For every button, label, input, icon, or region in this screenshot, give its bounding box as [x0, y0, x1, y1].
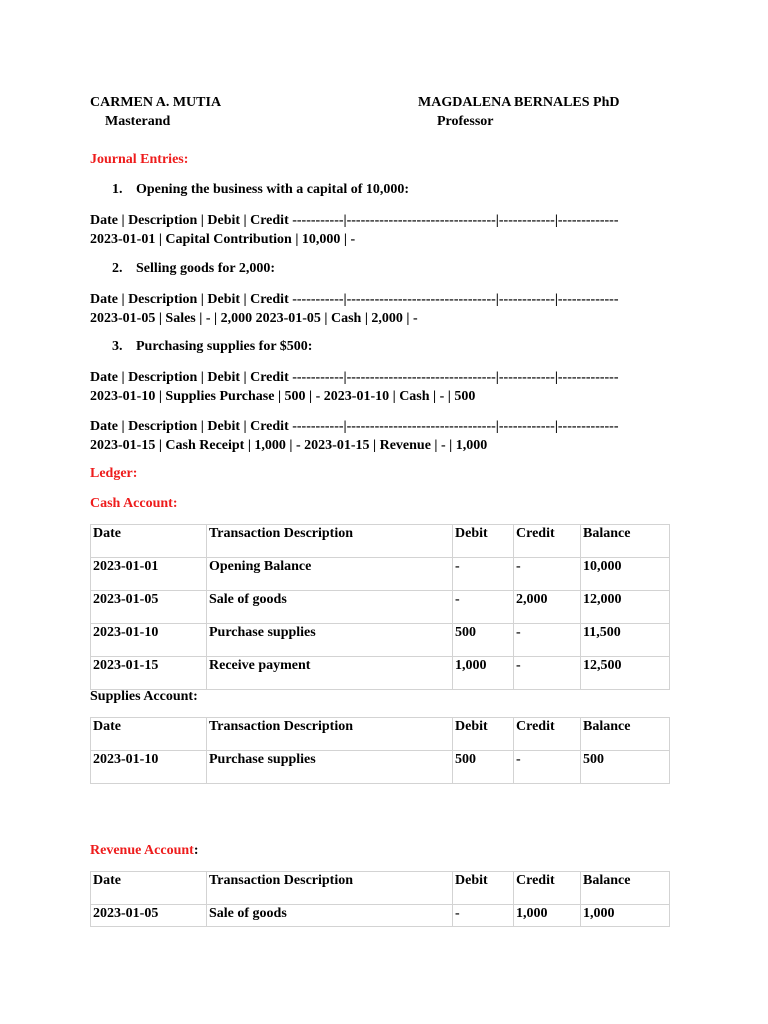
table-cell: -	[514, 657, 581, 690]
professor-name: MAGDALENA BERNALES PhD	[418, 95, 620, 110]
entry-number: 2.	[112, 261, 123, 276]
column-header: Transaction Description	[207, 872, 453, 905]
journal-entry-3-line1: Date | Description | Debit | Credit -----------|--------------------------------|------------|-------------	[90, 370, 619, 385]
table-cell: 2023-01-10	[91, 624, 207, 657]
table-cell: 1,000	[453, 657, 514, 690]
table-cell: -	[453, 905, 514, 927]
column-header: Debit	[453, 718, 514, 751]
column-header: Transaction Description	[207, 525, 453, 558]
table-row	[91, 657, 670, 690]
column-header: Credit	[514, 718, 581, 751]
table-cell: Purchase supplies	[207, 624, 453, 657]
table-cell: 11,500	[581, 624, 670, 657]
table-row	[91, 558, 670, 591]
column-header: Transaction Description	[207, 718, 453, 751]
column-header: Date	[91, 872, 207, 905]
table-header-row	[91, 525, 670, 558]
table-cell: 12,000	[581, 591, 670, 624]
table-cell: Purchase supplies	[207, 751, 453, 784]
table-cell: -	[514, 558, 581, 591]
table-cell: 2,000	[514, 591, 581, 624]
column-header: Debit	[453, 525, 514, 558]
table-cell: 10,000	[581, 558, 670, 591]
table-cell: 2023-01-15	[91, 657, 207, 690]
entry-number: 1.	[112, 182, 123, 197]
table-row	[91, 905, 670, 927]
journal-extra-line2: 2023-01-15 | Cash Receipt | 1,000 | - 2023-01-15 | Revenue | - | 1,000	[90, 438, 488, 453]
table-cell: Receive payment	[207, 657, 453, 690]
entry-title: Opening the business with a capital of 10,000:	[136, 182, 410, 197]
cash-account-heading: Cash Account:	[90, 496, 178, 511]
table-cell: 1,000	[514, 905, 581, 927]
revenue-account-heading	[90, 843, 199, 859]
column-header: Debit	[453, 872, 514, 905]
journal-heading: Journal Entries:	[90, 152, 189, 167]
journal-entry-1-line1: Date | Description | Debit | Credit -----------|--------------------------------|------------|-------------	[90, 213, 619, 228]
table-cell: 2023-01-05	[91, 591, 207, 624]
table-cell: -	[453, 591, 514, 624]
journal-entry-1-line2: 2023-01-01 | Capital Contribution | 10,000 | -	[90, 232, 356, 247]
column-header: Credit	[514, 525, 581, 558]
table-cell: -	[514, 751, 581, 784]
entry-number: 3.	[112, 339, 123, 354]
revenue-heading-text: Revenue Account	[90, 843, 194, 858]
table-cell: 2023-01-05	[91, 905, 207, 927]
entry-title: Purchasing supplies for $500:	[136, 339, 313, 354]
table-cell: 1,000	[581, 905, 670, 927]
table-row	[91, 624, 670, 657]
column-header: Balance	[581, 872, 670, 905]
column-header: Balance	[581, 525, 670, 558]
table-cell: 2023-01-01	[91, 558, 207, 591]
cash-account-table	[90, 524, 670, 690]
table-row	[91, 751, 670, 784]
journal-entry-3-title	[112, 339, 312, 355]
table-cell: -	[514, 624, 581, 657]
column-header: Date	[91, 525, 207, 558]
table-cell: Sale of goods	[207, 905, 453, 927]
journal-extra-line1: Date | Description | Debit | Credit -----------|--------------------------------|------------|-------------	[90, 419, 619, 434]
column-header: Date	[91, 718, 207, 751]
table-cell: 500	[453, 751, 514, 784]
table-cell: Sale of goods	[207, 591, 453, 624]
column-header: Credit	[514, 872, 581, 905]
student-role: Masterand	[105, 114, 171, 129]
revenue-account-table	[90, 871, 670, 927]
table-cell: 500	[581, 751, 670, 784]
table-header-row	[91, 718, 670, 751]
student-name: CARMEN A. MUTIA	[90, 95, 222, 110]
entry-title: Selling goods for 2,000:	[136, 261, 275, 276]
table-cell: -	[453, 558, 514, 591]
table-cell: Opening Balance	[207, 558, 453, 591]
table-row	[91, 591, 670, 624]
table-cell: 12,500	[581, 657, 670, 690]
table-cell: 2023-01-10	[91, 751, 207, 784]
journal-entry-3-line2: 2023-01-10 | Supplies Purchase | 500 | - 2023-01-10 | Cash | - | 500	[90, 389, 476, 404]
journal-entry-2-title	[112, 261, 275, 277]
supplies-account-heading: Supplies Account:	[90, 689, 198, 704]
table-cell: 500	[453, 624, 514, 657]
supplies-account-table	[90, 717, 670, 784]
table-header-row	[91, 872, 670, 905]
journal-entry-2-line1: Date | Description | Debit | Credit -----------|--------------------------------|------------|-------------	[90, 292, 619, 307]
ledger-heading: Ledger:	[90, 466, 138, 481]
column-header: Balance	[581, 718, 670, 751]
journal-entry-1-title	[112, 182, 409, 198]
revenue-heading-colon: :	[193, 843, 199, 858]
professor-role: Professor	[437, 114, 494, 129]
journal-entry-2-line2: 2023-01-05 | Sales | - | 2,000 2023-01-05 | Cash | 2,000 | -	[90, 311, 418, 326]
